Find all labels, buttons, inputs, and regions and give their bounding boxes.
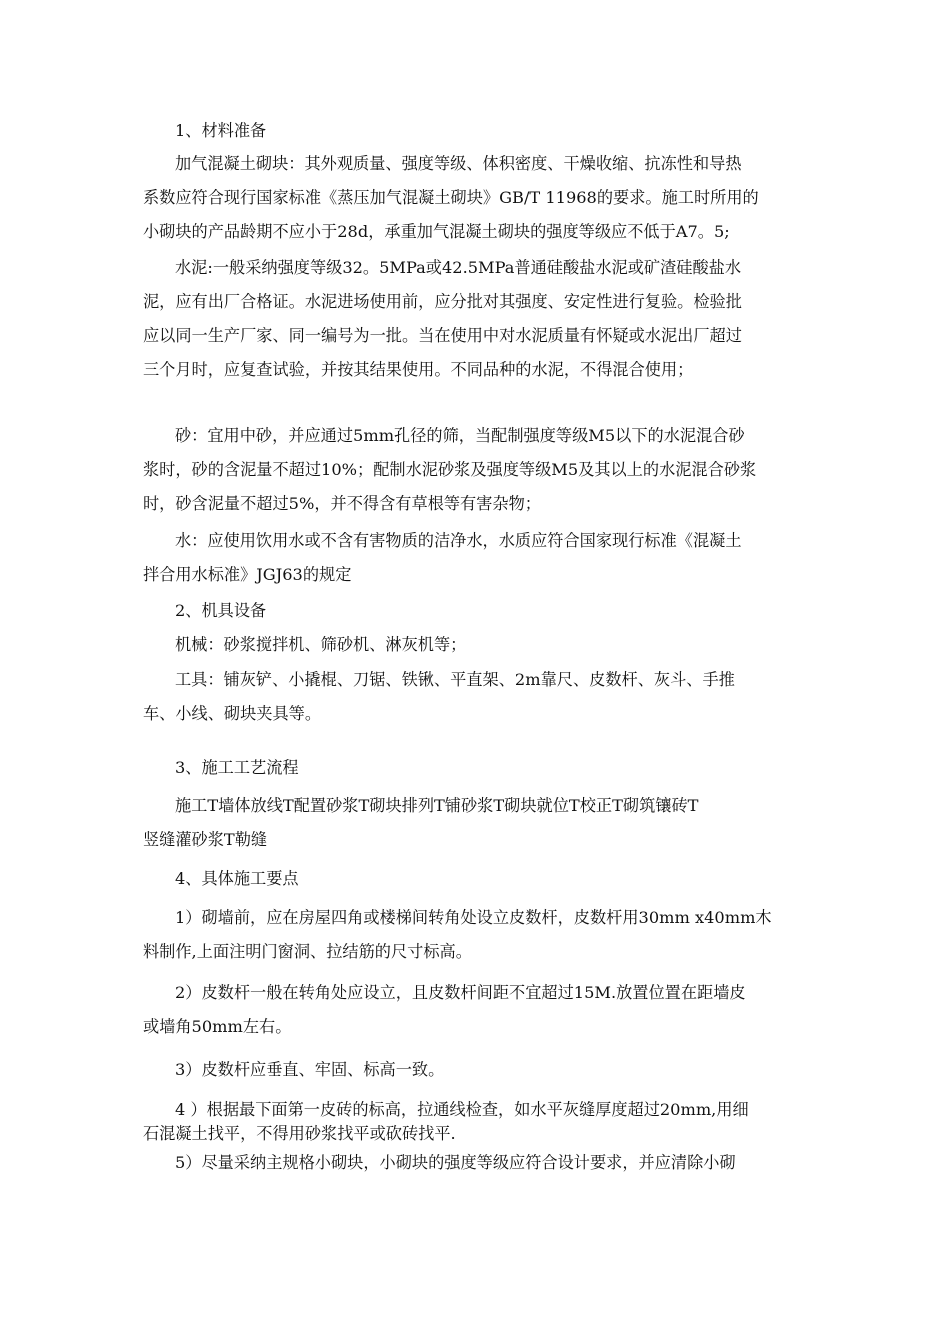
heading-material-prep (143, 114, 818, 148)
paragraph-aerated-block (143, 147, 818, 249)
text-line: 4 ）根据最下面第一皮砖的标高，拉通线检查，如水平灰缝厚度超过20mm,用细 (175, 1100, 749, 1119)
text-line: 2）皮数杆一般在转角处应设立，且皮数杆间距不宜超过15M.放置位置在距墙皮 (175, 983, 746, 1002)
paragraph-point-5 (143, 1146, 818, 1180)
heading-process-flow (143, 751, 818, 785)
heading-key-points (143, 862, 818, 896)
paragraph-sand (143, 419, 818, 521)
text-line: 3、施工工艺流程 (175, 758, 299, 777)
text-line: 拌合用水标准》JGJ63的规定 (143, 565, 352, 584)
text-line: 水：应使用饮用水或不含有害物质的洁净水，水质应符合国家现行标准《混凝土 (175, 531, 742, 550)
text-line: 2、机具设备 (175, 601, 267, 620)
text-line: 竖缝灌砂浆T勒缝 (143, 830, 268, 849)
text-line: 石混凝土找平，不得用砂浆找平或砍砖找平. (143, 1124, 456, 1143)
text-line: 泥，应有出厂合格证。水泥进场使用前，应分批对其强度、安定性进行复验。检验批 (143, 292, 742, 311)
text-line: 砂：宜用中砂，并应通过5mm孔径的筛，当配制强度等级M5以下的水泥混合砂 (175, 426, 745, 445)
text-line: 料制作,上面注明门窗洞、拉结筋的尺寸标高。 (143, 942, 472, 961)
text-line: 或墙角50mm左右。 (143, 1017, 292, 1036)
paragraph-tools (143, 663, 818, 731)
text-line: 5）尽量采纳主规格小砌块，小砌块的强度等级应符合设计要求，并应清除小砌 (175, 1153, 736, 1172)
text-line: 1、材料准备 (175, 121, 267, 140)
text-line: 3）皮数杆应垂直、牢固、标高一致。 (175, 1060, 445, 1079)
text-line: 系数应符合现行国家标准《蒸压加气混凝土砌块》GB/T 11968的要求。施工时所用的 (143, 188, 759, 207)
text-line: 工具：铺灰铲、小撬棍、刀锯、铁锹、平直架、2m靠尺、皮数杆、灰斗、手推 (175, 670, 735, 689)
text-line: 1）砌墙前，应在房屋四角或楼梯间转角处设立皮数杆，皮数杆用30mm x40mm木 (175, 908, 772, 927)
text-line: 浆时，砂的含泥量不超过10%；配制水泥砂浆及强度等级M5及其以上的水泥混合砂浆 (143, 460, 757, 479)
paragraph-point-4 (143, 1098, 818, 1146)
paragraph-machinery (143, 628, 818, 662)
text-line: 水泥:一般采纳强度等级32。5MPa或42.5MPa普通硅酸盐水泥或矿渣硅酸盐水 (175, 258, 742, 277)
paragraph-process-steps (143, 789, 818, 857)
text-line: 施工T墙体放线T配置砂浆T砌块排列T铺砂浆T砌块就位T校正T砌筑镶砖T (175, 796, 699, 815)
text-line: 三个月时，应复查试验，并按其结果使用。不同品种的水泥，不得混合使用； (143, 360, 694, 379)
text-line: 小砌块的产品龄期不应小于28d，承重加气混凝土砌块的强度等级应不低于A7。5; (143, 222, 730, 241)
paragraph-point-3 (143, 1053, 818, 1087)
text-line: 时，砂含泥量不超过5%，并不得含有草根等有害杂物； (143, 494, 541, 513)
text-line: 车、小线、砌块夹具等。 (143, 704, 322, 723)
heading-equipment (143, 594, 818, 628)
paragraph-point-1 (143, 901, 818, 969)
text-line: 应以同一生产厂家、同一编号为一批。当在使用中对水泥质量有怀疑或水泥出厂超过 (143, 326, 742, 345)
paragraph-water (143, 524, 818, 592)
text-line: 加气混凝土砌块：其外观质量、强度等级、体积密度、干燥收缩、抗冻性和导热 (175, 154, 742, 173)
text-line: 4、具体施工要点 (175, 869, 299, 888)
paragraph-point-2 (143, 976, 818, 1044)
text-line: 机械：砂浆搅拌机、筛砂机、淋灰机等； (175, 635, 467, 654)
paragraph-cement (143, 251, 818, 387)
